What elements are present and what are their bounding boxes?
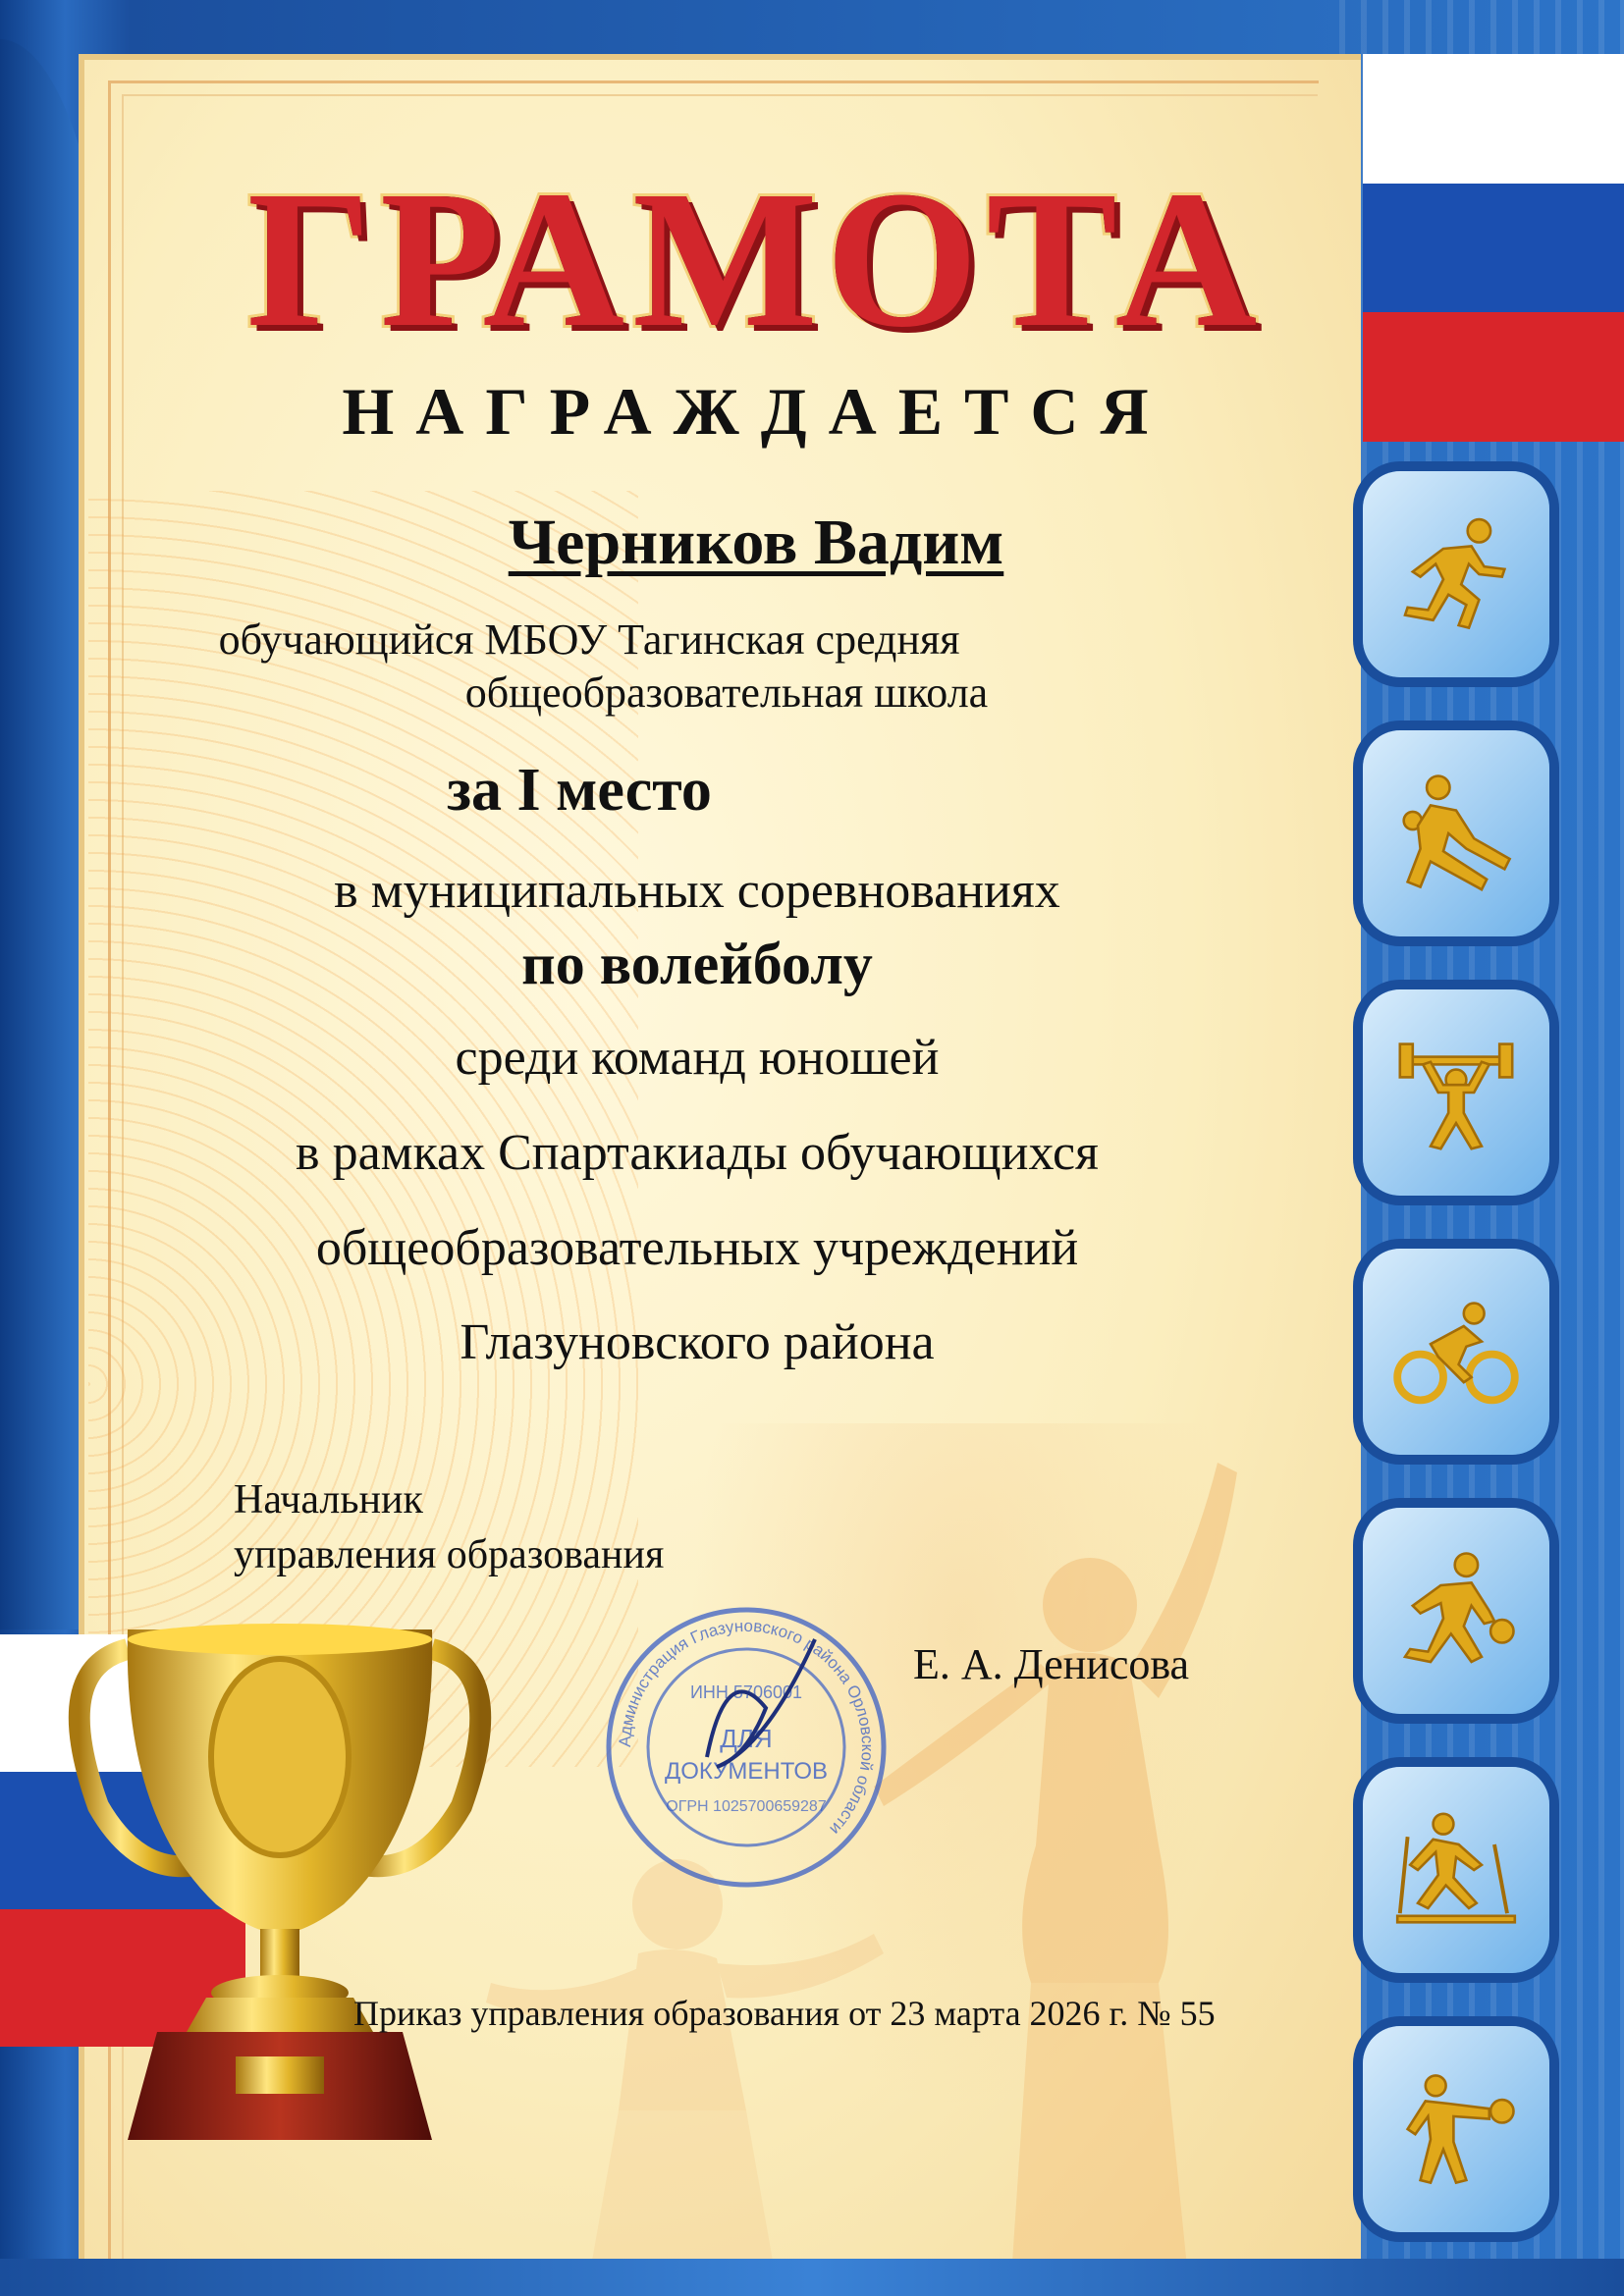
cyclist-icon: [1392, 1288, 1520, 1415]
bottom-strip: [0, 2259, 1624, 2296]
stamp-inn: ИНН 5706001: [689, 1682, 803, 1702]
sport-tile-cycling: [1363, 1249, 1549, 1455]
sport-tile-basketball: [1363, 1508, 1549, 1714]
boxer-icon: [1392, 2065, 1520, 2193]
place-line: за I место: [447, 757, 712, 824]
sport-icons-sidebar: [1363, 471, 1559, 2285]
order-reference: Приказ управления образования от 23 марта 2026 г. № 55: [353, 1994, 1216, 2033]
gold-trophy-icon: [59, 1610, 501, 2160]
stamp-ogrn: ОГРН 1025700659287: [666, 1798, 827, 1815]
stamp-center-text2: ДОКУМЕНТОВ: [664, 1758, 829, 1785]
signer-name: Е. А. Денисова: [913, 1640, 1190, 1688]
recipient-school-line1: обучающийся МБОУ Тагинская средняя: [218, 615, 960, 664]
sport-tile-volleyball: [1363, 730, 1549, 936]
official-stamp: [599, 1600, 893, 1895]
stamp-ring-text: Администрация Глазуновского района Орловской области: [615, 1616, 878, 1839]
stamp-center-text1: ДЛЯ: [720, 1724, 773, 1753]
event-line2: среди команд юношей: [455, 1030, 940, 1086]
russian-flag-right: [1363, 54, 1624, 442]
sport-tile-skiing: [1363, 1767, 1549, 1973]
sport-line: по волейболу: [521, 932, 873, 996]
awarded-heading: НАГРАЖДАЕТСЯ: [342, 374, 1170, 449]
sport-tile-weightlifting: [1363, 989, 1549, 1196]
event-line3: в рамках Спартакиады обучающихся: [296, 1125, 1099, 1181]
event-line1: в муниципальных соревнованиях: [334, 863, 1060, 919]
sport-tile-boxing: [1363, 2026, 1549, 2232]
basketball-icon: [1392, 1547, 1520, 1675]
gymnast-silhouette: [864, 1433, 1276, 2277]
recipient-school-line2: общеобразовательная школа: [464, 668, 989, 717]
volleyball-icon: [1392, 770, 1520, 897]
signer-position-line1: Начальник: [234, 1477, 423, 1522]
certificate-title: [226, 151, 1286, 368]
recipient-name: Черников Вадим: [508, 507, 1004, 578]
sport-tile-running: [1363, 471, 1549, 677]
signer-position-line2: управления образования: [234, 1532, 665, 1577]
event-line4: общеобразовательных учреждений: [315, 1220, 1079, 1276]
title-text: ГРАМОТА: [246, 151, 1266, 368]
weightlifter-icon: [1392, 1029, 1520, 1156]
skier-icon: [1392, 1806, 1520, 1934]
runner-icon: [1392, 510, 1520, 638]
signer-position: [234, 1472, 664, 1582]
event-line5: Глазуновского района: [460, 1314, 935, 1370]
